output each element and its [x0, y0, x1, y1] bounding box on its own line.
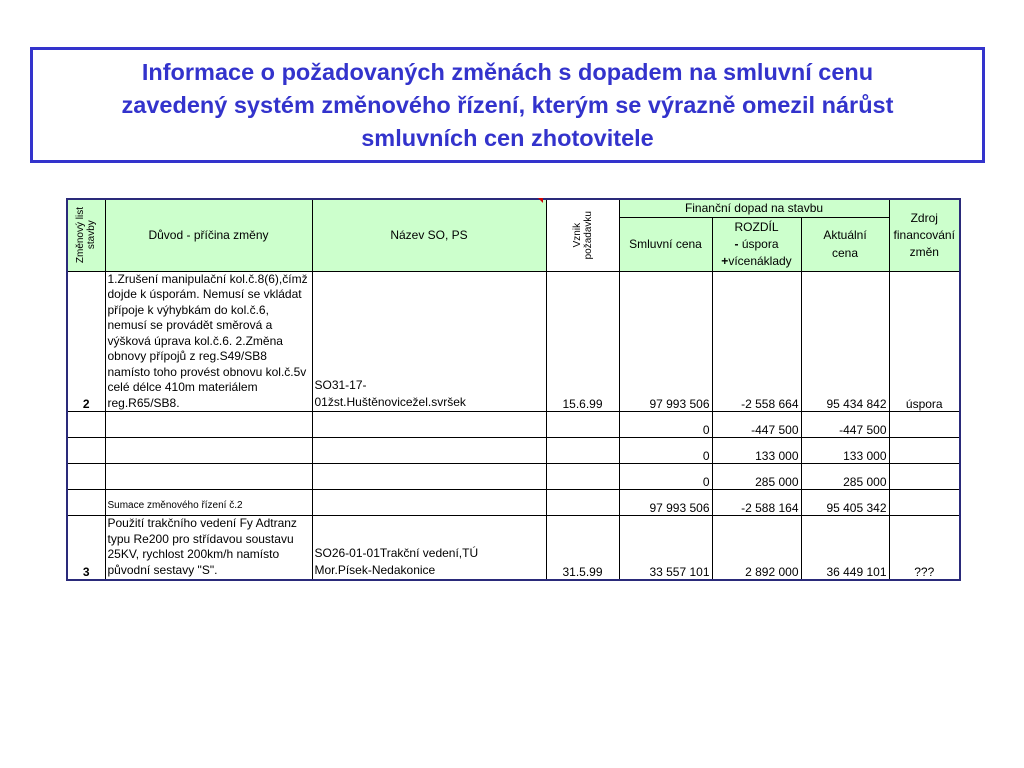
funding-source: ???: [889, 516, 960, 580]
table-row-sum: [67, 490, 960, 516]
title-line-2: zavedený systém změnového řízení, kterým se výrazně omezil nárůst: [121, 91, 894, 118]
difference: -447 500: [712, 412, 801, 438]
request-date: 31.5.99: [546, 516, 619, 580]
actual-price: 285 000: [801, 464, 889, 490]
header-actual-price: Aktuální cena: [801, 217, 889, 271]
difference: 133 000: [712, 438, 801, 464]
object-name: SO31-17- 01žst.Huštěnovicežel.svršek: [312, 271, 546, 412]
header-object-name: Název SO, PS: [312, 199, 546, 271]
actual-price: 36 449 101: [801, 516, 889, 580]
comment-marker: [538, 198, 543, 203]
difference: -2 588 164: [712, 490, 801, 516]
header-reason: Důvod - příčina změny: [105, 199, 312, 271]
actual-price: 133 000: [801, 438, 889, 464]
table-row-change-2: [67, 271, 960, 412]
actual-price: -447 500: [801, 412, 889, 438]
difference: -2 558 664: [712, 271, 801, 412]
contract-price: 0: [619, 412, 712, 438]
table-row-sub-1: [67, 412, 960, 438]
change-reason: Použití trakčního vedení Fy Adtranz typu Re200 pro střídavou soustavu 25KV, rychlost 200km/h namísto původní sestavy "S".: [105, 516, 312, 580]
contract-price: 33 557 101: [619, 516, 712, 580]
header-funding-source: Zdroj financování změn: [889, 199, 960, 271]
difference: 2 892 000: [712, 516, 801, 580]
header-change-list: Změnový list stavby: [67, 199, 105, 271]
contract-price: 0: [619, 438, 712, 464]
header-financial-impact: Finanční dopad na stavbu: [619, 199, 889, 217]
header-contract-price: Smluvní cena: [619, 217, 712, 271]
title-box: [30, 47, 985, 163]
title-line-3: smluvních cen zhotovitele: [361, 124, 654, 151]
header-difference: ROZDÍL - úspora +vícenáklady: [712, 217, 801, 271]
contract-price: 97 993 506: [619, 490, 712, 516]
table-row-sub-2: [67, 438, 960, 464]
header-request-date: Vznik požadavku: [546, 199, 619, 271]
actual-price: 95 405 342: [801, 490, 889, 516]
difference: 285 000: [712, 464, 801, 490]
contract-price: 97 993 506: [619, 271, 712, 412]
contract-price: 0: [619, 464, 712, 490]
table-row-change-3: [67, 516, 960, 580]
sum-label: Sumace změnového řízení č.2: [105, 490, 312, 516]
actual-price: 95 434 842: [801, 271, 889, 412]
change-reason: 1.Zrušení manipulační kol.č.8(6),čímž dojde k úsporám. Nemusí se vkládat přípoje k výhybkám do kol.č.6, nemusí se provádět směrová a výšková úprava kol.č.6. 2.Změna obnovy přípojů z reg.S49/SB8 namísto toho provést obnovu kol.č.5v celé délce 410m materiálem reg.R65/SB8.: [105, 271, 312, 412]
request-date: 15.6.99: [546, 271, 619, 412]
title-line-1: Informace o požadovaných změnách s dopadem na smluvní cenu: [141, 58, 874, 85]
table-row-sub-3: [67, 464, 960, 490]
change-number: 3: [67, 516, 105, 580]
change-number: 2: [67, 271, 105, 412]
header-row-1: [67, 199, 960, 217]
funding-source: úspora: [889, 271, 960, 412]
change-table: [66, 198, 961, 581]
object-name: SO26-01-01Trakční vedení,TÚ Mor.Písek-Nedakonice: [312, 516, 546, 580]
